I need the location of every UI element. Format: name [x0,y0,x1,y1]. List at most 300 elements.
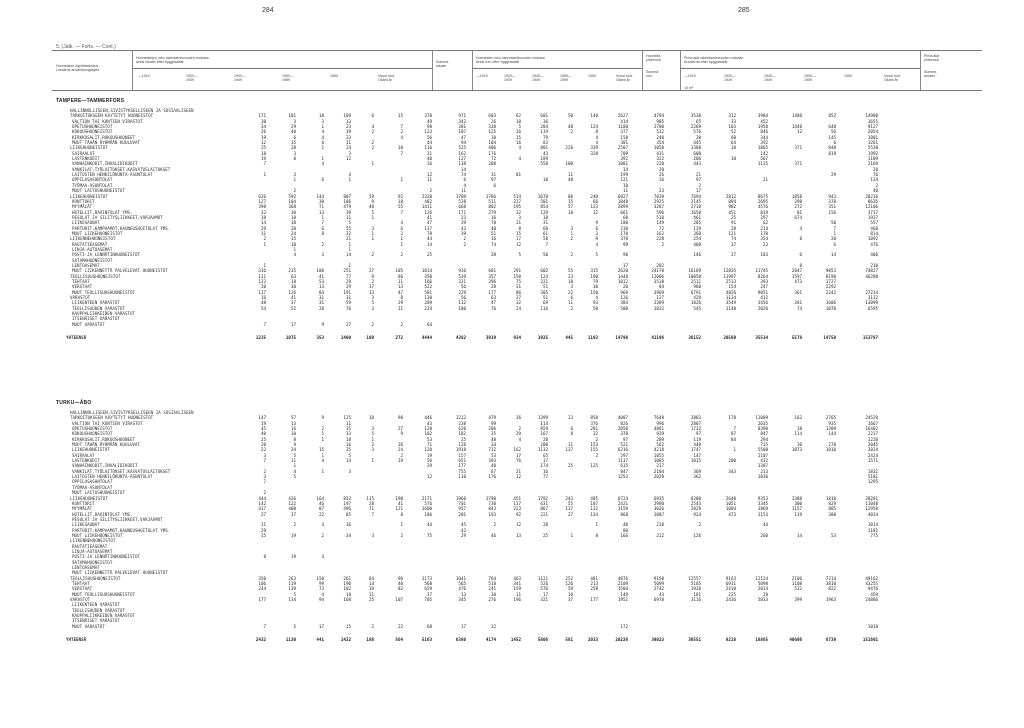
table-cell: 1014 [867,522,878,528]
table-cell: 24529 [865,415,878,421]
table-cell: 4861 [653,426,664,432]
row-label: LIIKESAUNAT [72,522,100,528]
table-cell: 29 [426,463,432,469]
table-cell: 71 [368,506,374,512]
table-cell: 15 [318,447,324,453]
table-cell: 49 [426,118,432,124]
table-cell: 4 [400,220,403,226]
table-cell: 1411 [421,204,432,210]
row-label: OPETUSHUONEISTOT [72,124,113,130]
table-cell: 16169 [688,268,701,274]
table-cell: 1 [321,436,324,442]
table-cell: 191 [343,289,351,295]
table-cell: 60 [730,134,736,140]
table-cell: 1212 [455,415,466,421]
table-cell: 18 [260,214,266,220]
row-label: PARTURIT,KAMPAAMOT,KAUNEUSHOITOLAT YMS. [72,225,171,231]
table-cell: 822 [828,586,836,592]
table-cell: 819 [828,150,836,156]
table-cell: 2106 [791,575,802,581]
table-cell: 514 [513,193,521,199]
table-cell: 2765 [825,415,836,421]
header-sum-lokaler: Summa lokaler [436,60,449,69]
table-cell: 2 [293,522,296,528]
table-cell: 31 [318,300,324,306]
table-cell: 5181 [867,474,878,480]
table-cell: 406 [870,252,878,258]
table-row [56,629,986,637]
table-cell: 4 [321,522,324,528]
table-cell: 74 [460,172,466,178]
row-label: HOTELLIT,RAVINTOLAT YMS. [72,209,133,215]
table-cell: 13 [290,420,296,426]
table-cell: 1018 [867,623,878,629]
year-column-header: Vuosi tunt. Okänt år [884,74,901,83]
table-cell: 5 [293,591,296,597]
row-label: MYYMÄLÄT [72,204,93,210]
row-label: MUUT TÄHÄN RYHMÄÄN KUULUVAT [72,442,141,448]
table-cell: 8 [321,230,324,236]
table-cell: 9 [400,431,403,437]
table-cell: 4 [321,134,324,140]
table-cell: 74 [730,236,736,242]
table-cell: 996 [656,420,664,426]
continuation-note: 5. (Jatk. — Forts. — Cont.) [56,44,116,50]
table-cell: 1 [293,246,296,252]
table-cell: 1173 [421,575,432,581]
table-cell: 125 [590,463,598,469]
table-cell: 2 [875,182,878,188]
table-cell: 392 [760,140,768,146]
table-cell: 193 [488,511,496,517]
table-cell: 84 [730,436,736,442]
table-cell: 46 [490,532,496,538]
table-cell: 13 [397,284,403,290]
header-sum-areal: Summa arealer [924,70,937,79]
table-cell: 479 [488,415,496,421]
table-cell: 368 [288,204,296,210]
table-cell: 18 [318,113,324,119]
table-cell: 2024 [867,447,878,453]
total-row [56,637,986,642]
row-label: MUUT LIIKEHUONEISTOT [72,532,123,538]
table-cell: 1309 [825,426,836,432]
table-cell: 56 [460,284,466,290]
table-cell: 10 [290,431,296,437]
table-cell: 651 [458,458,466,464]
table-cell: 122 [288,500,296,506]
table-cell: 5 [371,209,374,215]
table-cell: 40 [872,188,878,194]
table-cell: 701 [458,500,466,506]
table-cell: 48 [260,300,266,306]
table-cell: 129 [540,209,548,215]
table-cell: 2 [400,321,403,327]
row-label: MUUT LIIKENNETTÄ PALVELEVAT HUONEISTOT [72,570,168,576]
table-cell: 406 [488,145,496,151]
table-cell: 6 [595,225,598,231]
table-cell: 5578 [791,335,802,341]
header-title: Huoneiston käyttötarkoitus Lokalens användningssyfte [56,64,100,73]
table-cell: 843 [488,506,496,512]
table-cell: 125 [343,415,351,421]
table-cell: 1 [348,177,351,183]
table-cell: 7648 [653,415,664,421]
table-cell: 16 [658,177,664,183]
table-cell: 200 [728,458,736,464]
table-cell: 13 [368,289,374,295]
row-label: TEOLLISUUSHUONEISTOT [70,575,121,581]
table-cell: 7 [263,479,266,485]
table-cell: 4 [595,140,598,146]
table-cell: 2 [463,241,466,247]
table-cell: 208 [488,161,496,167]
table-cell: 2 [371,321,374,327]
row-label: RAUTATIEASEMAT [72,543,108,549]
table-cell: 2050 [617,426,628,432]
table-cell: 4007 [617,415,628,421]
row-label: VARASTOT [70,597,91,603]
table-cell: 153787 [862,335,878,341]
table-cell: 21 [762,177,768,183]
table-cell: 1055 [653,452,664,458]
table-cell: 138 [458,161,466,167]
table-cell: 221 [540,279,548,284]
table-cell: 2 [400,252,403,258]
table-cell: 77 [542,474,548,480]
table-cell: 659 [424,586,432,592]
table-cell: 149 [656,220,664,226]
row-label: LIIKEHUONEISTOT [72,447,110,453]
table-cell: 213 [760,468,768,474]
table-cell: 929 [656,431,664,437]
table-cell: 121 [728,230,736,236]
table-cell: 496 [343,506,351,512]
table-cell: 297 [760,214,768,220]
table-cell: 3026 [653,506,664,512]
table-cell: 228 [656,236,664,242]
table-cell: 11 [345,140,351,146]
table-cell: 3717 [867,209,878,215]
table-cell: 186 [343,198,351,204]
table-cell: 2269 [690,124,701,130]
table-cell: 1 [400,522,403,528]
row-label: LENTOASEMAT [72,564,100,570]
table-cell: 56 [460,295,466,301]
table-cell: 75 [515,279,521,284]
table-cell: 9 [321,415,324,421]
table-cell: 7 [263,623,266,629]
table-cell: 206 [693,156,701,162]
table-cell: 576 [424,500,432,506]
table-cell: 369 [693,468,701,474]
table-cell: 31 [542,220,548,226]
row-label: KOKOUSHUONEISTOT [72,129,113,135]
table-cell: 199 [620,172,628,178]
table-cell: 2883 [690,415,701,421]
table-cell: 581 [424,289,432,295]
table-cell: 31 [515,220,521,226]
table-cell: 1963 [825,597,836,603]
table-cell: 11 [567,442,573,448]
table-cell: 186 [366,637,374,643]
table-cell: 215 [288,268,296,274]
table-cell: 6 [833,140,836,146]
table-cell: 37 [426,591,432,597]
table-cell: 432 [760,458,768,464]
table-cell: 1667 [867,420,878,426]
table-cell: 254 [693,236,701,242]
table-cell: 25 [368,597,374,603]
table-cell: 5606 [537,637,548,643]
table-cell: 13 [515,532,521,538]
table-cell: 180 [620,220,628,226]
table-cell: 1709 [455,193,466,199]
table-cell: 50 [567,113,573,119]
table-cell: 2410 [725,586,736,592]
table-cell: 1132 [537,447,548,453]
table-cell: 116 [540,305,548,311]
table-cell: 30 [796,442,802,448]
table-cell: 29 [460,532,466,538]
table-cell: 11997 [723,273,736,279]
row-label: MUUT VARASTOT [72,623,105,629]
table-cell: 32 [515,209,521,215]
table-cell: 21 [345,236,351,242]
table-cell: 55 [397,204,403,210]
table-cell: 20 [695,134,701,140]
table-cell: 2742 [653,586,664,592]
table-cell: 97 [695,431,701,437]
table-cell: 57 [290,415,296,421]
row-label: MUUT TEOLLISUUSHUONEISTOT [72,289,136,295]
table-cell: 934 [513,335,521,341]
table-cell: 6935 [653,495,664,501]
table-cell: 384 [620,300,628,306]
table-cell: 181 [693,591,701,597]
table-cell: 28 [318,305,324,311]
row-label: LIIKESAUNAT [72,220,100,226]
row-label: HOTELLIT,RAVINTOLAT YMS. [72,511,133,517]
table-cell: 2 [263,468,266,474]
table-cell: 393 [488,458,496,464]
table-cell: 1 [321,452,324,458]
table-cell: 4 [595,134,598,140]
table-cell: 1181 [867,527,878,533]
table-cell: 119 [540,129,548,135]
table-cell: 77 [345,273,351,279]
table-cell: 832 [343,495,351,501]
table-cell: 87 [318,506,324,512]
table-cell: 87 [730,431,736,437]
table-cell: 15 [290,236,296,242]
table-cell: 6 [570,295,573,301]
table-cell: 121 [395,506,403,512]
table-cell: 53 [490,452,496,458]
table-cell: 3 [293,150,296,156]
table-cell: 32 [515,300,521,306]
row-label: TEHTAAT [72,581,90,586]
table-cell: 8675 [757,193,768,199]
table-cell: 33 [730,118,736,124]
table-cell: 289 [656,436,664,442]
table-cell: 1157 [791,506,802,512]
table-cell: 479 [343,204,351,210]
table-cell: 1220 [867,436,878,442]
table-cell: 2718 [690,204,701,210]
table-cell: 6739 [825,637,836,643]
table-cell: 3 [371,305,374,311]
table-cell: 27214 [865,289,878,295]
table-cell: 33 [345,431,351,437]
table-cell: 2925 [653,198,664,204]
table-cell: 25 [426,252,432,258]
table-cell: 1678 [537,193,548,199]
row-label: LIIKEHUONEISTOT [70,145,108,151]
table-cell: 44 [426,236,432,242]
table-cell: 661 [620,209,628,215]
table-cell: 39023 [651,637,664,643]
table-cell: 128 [458,442,466,448]
table-cell: 40 [290,129,296,135]
table-cell: 121 [620,177,628,183]
table-cell: 34 [260,124,266,130]
table-cell: 6216 [617,447,628,453]
table-cell: 28 [490,284,496,290]
table-cell: 67 [490,468,496,474]
table-cell: 4 [799,225,802,231]
table-cell: 86 [515,289,521,295]
table-cell: 11 [426,177,432,183]
table-cell: 354 [760,236,768,242]
table-cell: 201 [458,511,466,517]
row-label: POSTI-JA LENNÄTINHUONEISTOT [72,252,141,258]
table-cell: 146 [693,252,701,258]
table-cell: 41 [290,295,296,301]
table-cell: 154 [728,284,736,290]
table-cell: 6 [570,426,573,432]
table-cell: 1001 [867,134,878,140]
table-cell: 17 [622,262,628,268]
table-cell: 3869 [757,506,768,512]
table-cell: 6724 [617,495,628,501]
table-cell: 399 [794,597,802,603]
table-cell: 4 [293,468,296,474]
table-cell: 34 [345,532,351,538]
table-cell: 343 [728,468,736,474]
table-cell: 297 [620,452,628,458]
table-cell: 4 [595,241,598,247]
table-cell: 8 [293,436,296,442]
table-cell: 6 [463,177,466,183]
table-cell: 2047 [791,268,802,274]
table-cell: 27 [515,295,521,301]
table-cell: 2807 [690,420,701,426]
table-cell: 102 [424,431,432,437]
table-cell: 443 [693,161,701,167]
row-label: RAUTATIEASEMAT [72,241,108,247]
table-cell: 40 [426,156,432,162]
table-cell: 45 [460,522,466,528]
year-column-header: —1919 [138,74,150,78]
table-cell: 99 [490,420,496,426]
row-label: PESULAT JA SILITYSLIIKKEET,VARJAAMOT [72,516,163,522]
table-cell: 125 [488,129,496,135]
table-cell: 252 [565,575,573,581]
table-cell: 674 [794,214,802,220]
table-cell: 134 [288,597,296,603]
table-cell: 11048 [865,500,878,506]
table-cell: 764 [488,575,496,581]
table-cell: 3 [321,252,324,258]
table-cell: 2812 [725,193,736,199]
table-cell: 960 [693,284,701,290]
row-label: TYÖMAA-ASUNTOLAT [72,182,113,188]
table-cell: 5099 [653,581,664,586]
table-cell: 3159 [617,506,628,512]
table-cell: 19 [290,532,296,538]
table-cell: 9163 [725,575,736,581]
row-label: LIIKEHUONEISTOT [70,495,108,501]
table-cell: 568 [424,581,432,586]
table-cell: 28216 [865,193,878,199]
table-cell: 2513 [725,279,736,284]
table-cell: 7694 [690,193,701,199]
table-cell: 859 [540,426,548,432]
table-cell: 1 [321,214,324,220]
table-cell: 238 [458,420,466,426]
table-cell: 5538 [867,145,878,151]
table-cell: 8 [263,554,266,560]
table-cell: 35 [345,447,351,453]
table-cell: 150 [590,289,598,295]
table-cell: 15 [397,113,403,119]
table-cell: 18 [345,591,351,597]
table-cell: 51 [542,284,548,290]
row-label: TYÖMAA-ASUNTOLAT [72,484,113,490]
table-cell: 171 [258,113,266,119]
table-cell: 20 [872,166,878,172]
table-cell: 16 [345,442,351,448]
table-cell: 11745 [755,268,768,274]
table-cell: 18 [542,214,548,220]
table-cell: 85 [345,511,351,517]
table-cell: 178 [728,415,736,421]
table-cell: 14 [830,252,836,258]
table-cell: 1858 [791,193,802,199]
table-cell: 1 [570,230,573,236]
table-cell: 159 [513,586,521,592]
table-cell: 43 [658,591,664,597]
table-cell: 11 [290,458,296,464]
table-cell: 27 [397,426,403,432]
table-cell: 351 [828,204,836,210]
table-cell: 3116 [690,597,701,603]
table-cell: 50 [830,220,836,226]
table-cell: 221 [540,511,548,517]
table-cell: 12 [426,474,432,480]
table-cell: 30 [290,284,296,290]
table-cell: 3 [263,452,266,458]
table-cell: 66 [592,198,598,204]
table-cell: 2 [371,252,374,258]
table-cell: 47 [490,300,496,306]
table-cell: 40606 [789,637,802,643]
table-cell: 31 [490,172,496,178]
table-cell: 412 [760,295,768,301]
table-cell: 378 [620,236,628,242]
table-cell: 50 [592,305,598,311]
